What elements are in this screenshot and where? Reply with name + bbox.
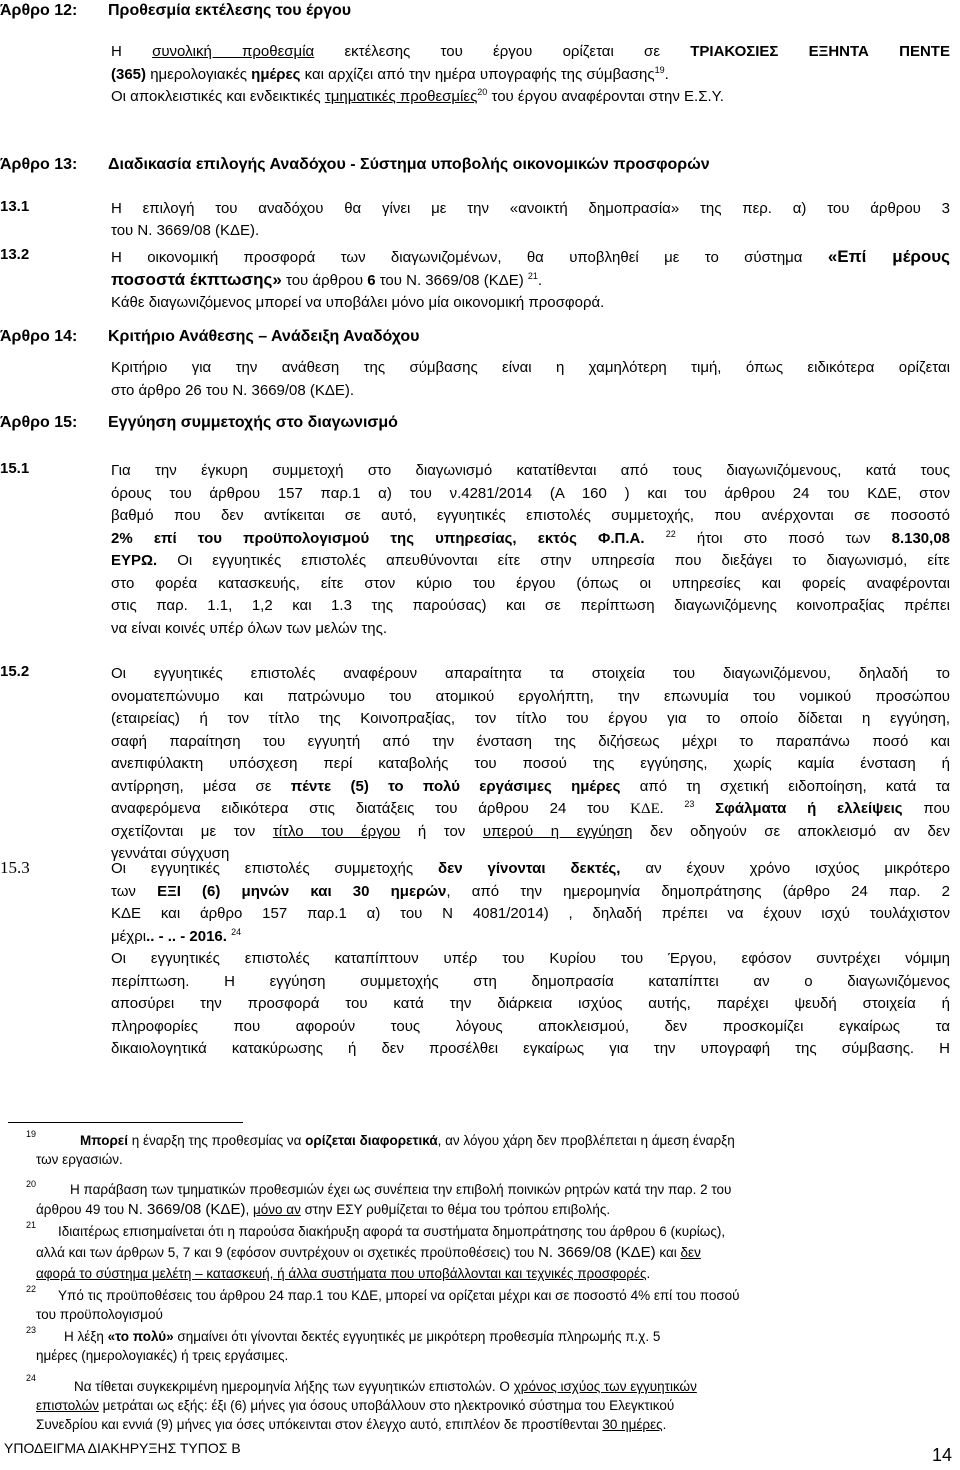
paragraph-15-3: Οι εγγυητικές επιστολές συμμετοχής δεν γίνονται δεκτές, αν έχουν χρόνο ισχύος μικρότερο των ΕΞΙ (6) μηνών και 30 ημερών, από την ημερομηνία δημοπράτησης (άρθρο 24 παρ. 2 ΚΔΕ και άρθρο 157 παρ.1 α) του Ν 4081/2014) , δηλαδή πρέπει να έχουν ισχύ τουλάχιστον μέχρι.. - .. - 2016. $^{24}$ Οι εγγυητικές επιστολές καταπίπτουν υπέρ του Κυρίου του Έργου, εφόσον συντρέχει νόμιμη περίπτωση. Η εγγύηση συμμετοχής στη δημοπρασία καταπίπτει αν ο διαγωνιζόμενος αποσύρει την προσφορά του κατά την διάρκεια ισχύος αυτής, παρέχει ψευδή στοιχεία ή πληροφορίες που αφορούν τους λόγους αποκλεισμού, δεν προσκομίζει εγκαίρως τα δικαιολογητικά κατακύρωσης ή δεν προσέλθει εγκαίρως για την υπογραφή της σύμβασης. Η	[111, 860, 950, 1057]
paragraph-13-2: Η οικονομική προσφορά των διαγωνιζομένων, θα υποβληθεί με το σύστημα «Επί μέρους ποσοστά έκπτωσης» του άρθρου 6 του Ν. 3669/08 (ΚΔΕ) $^{21}$. Κάθε διαγωνιζόμενος μπορεί να υποβάλει μόνο μία οικονομική προσφορά.	[111, 247, 950, 311]
paragraph-number: 15.2	[0, 663, 30, 680]
paragraph-number: 13.1	[0, 198, 30, 215]
footnote-22: 22 Υπό τις προϋποθέσεις του άρθρου 24 παρ.1 του ΚΔΕ, μπορεί να ορίζεται μέχρι και σε ποσοστό 4% επί του ποσού του προϋπολογισμού	[26, 1284, 740, 1322]
article-12-heading: Άρθρο 12: Προθεσμία εκτέλεσης του έργου	[0, 2, 352, 19]
page-number: 14	[931, 1445, 952, 1465]
paragraph-15-2: Οι εγγυητικές επιστολές αναφέρουν απαραίτητα τα στοιχεία του διαγωνιζόμενου, δηλαδή το ονοματεπώνυμο και πατρώνυμο του ατομικού εργολήπτη, την επωνυμία του νομικού προσώπου (εταιρείας) ή τον τίτλο της Κοινοπραξίας, τον τίτλο του έργου για το οποίο δίδεται η εγγύηση, σαφή παραίτηση του εγγυητή από την ένσταση της διζήσεως μέχρι το παραπάνω ποσό και ανεπιφύλακτη υπόσχεση περί καταβολής του ποσού της εγγύησης, χωρίς καμία ένσταση ή αντίρρηση, μέσα σε πέντε (5) το πολύ εργάσιμες ημέρες από τη σχετική ειδοποίηση, κατά τα αναφερόμενα ειδικότερα στις διατάξεις του άρθρου 24 του ΚΔΕ. $^{23}$ Σφάλματα ή ελλείψεις που σχετίζονται με τον τίτλο του έργου ή τον υπερού η εγγύηση δεν οδηγούν σε αποκλεισμό αν δεν γεννάται σύγχυση	[111, 665, 951, 862]
footnote-20: 20 Η παράβαση των τμηματικών προθεσμιών έχει ως συνέπεια την επιβολή ποινικών ρητρών κατά την παρ. 2 του άρθρου 49 του Ν. 3669/08 (ΚΔΕ), μόνο αν στην ΕΣΥ ρυθμίζεται το θέμα του τρόπου επιβολής.	[26, 1179, 732, 1218]
footnote-21: 21 Ιδιαιτέρως επισημαίνεται ότι η παρούσα διακήρυξη αφορά τα συστήματα δημοπράτησης του άρθρου 6 (κυρίως), αλλά και των άρθρων 5, 7 και 9 (εφόσον συντρέχουν οι σχετικές προϋποθέσεις) του Ν. 3669/08 (ΚΔΕ) και δεν αφορά το σύστημα μελέτη – κατασκευή, ή άλλα συστήματα που υποβάλλονται και τεχνικές προσφορές.	[26, 1220, 726, 1281]
paragraph-15-1: Για την έγκυρη συμμετοχή στο διαγωνισμό κατατίθενται από τους διαγωνιζόμενους, κατά τους όρους του άρθρου 157 παρ.1 α) του ν.4281/2014 (Α 160 ) και του άρθρου 24 του ΚΔΕ, στον βαθμό που δεν αντίκειται σε αυτό, εγγυητικές επιστολές συμμετοχής, που ανέρχονται σε ποσοστό 2% επί του προϋπολογισμού της υπηρεσίας, εκτός Φ.Π.Α. $^{22}$ ήτοι στο ποσό των 8.130,08 ΕΥΡΩ. Οι εγγυητικές επιστολές απευθύνονται είτε στην υπηρεσία που διεξάγει το διαγωνισμό, είτε στο φορέα κατασκευής, είτε στον κύριο του έργου (όπως οι υπηρεσίες και φορείς αναφέρονται στις παρ. 1.1, 1,2 και 1.3 της παρούσας) και σε περίπτωση διαγωνιζόμενης κοινοπραξίας πρέπει να είναι κοινές υπέρ όλων των μελών της.	[111, 462, 950, 637]
footnote-19: 19 Μπορεί η έναρξη της προθεσμίας να ορίζεται διαφορετικά, αν λόγου χάρη δεν προβλέπεται η άμεση έναρξη των εργασιών.	[26, 1129, 735, 1167]
paragraph-13-1: Η επιλογή του αναδόχου θα γίνει με την «ανοικτή δημοπρασία» της περ. α) του άρθρου 3 του Ν. 3669/08 (ΚΔΕ).	[111, 200, 950, 239]
article-13-heading: Άρθρο 13: Διαδικασία επιλογής Αναδόχου - Σύστημα υποβολής οικονομικών προσφορών	[0, 156, 710, 173]
article-12-paragraph: Η συνολική προθεσμία εκτέλεσης του έργου ορίζεται σε ΤΡΙΑΚΟΣΙΕΣ ΕΞΗΝΤΑ ΠΕΝΤΕ (365) ημερολογιακές ημέρες και αρχίζει από την ημέρα υπογραφής της σύμβασης$^{19}$. Οι αποκλειστικές και ενδεικτικές τμηματικές προθεσμίες$^{20}$ του έργου αναφέρονται στην Ε.Σ.Υ.	[111, 43, 950, 105]
footnote-23: 23 Η λέξη «το πολύ» σημαίνει ότι γίνονται δεκτές εγγυητικές με μικρότερη προθεσμία πληρωμής π.χ. 5 ημέρες (ημερολογιακές) ή τρεις εργάσιμες.	[26, 1325, 661, 1363]
article-14-heading: Άρθρο 14: Κριτήριο Ανάθεσης – Ανάδειξη Αναδόχου	[0, 328, 420, 345]
paragraph-number: 15.3	[0, 858, 30, 877]
paragraph-number: 13.2	[0, 246, 30, 263]
footnote-24: 24 Να τίθεται συγκεκριμένη ημερομηνία λήξης των εγγυητικών επιστολών. Ο χρόνος ισχύος των εγγυητικών επιστολών μετράται ως εξής: έξι (6) μήνες για όσους υποβάλλουν στο ηλεκτρονικό σύστημα του Ελεγκτικού Συνεδρίου και εννιά (9) μήνες για όσες υπόκεινται στον έλεγχο αυτό, επιπλέον δε προστίθενται 30 ημέρες.	[26, 1373, 697, 1432]
article-15-heading: Άρθρο 15: Εγγύηση συμμετοχής στο διαγωνισμό	[0, 414, 398, 431]
paragraph-number: 15.1	[0, 460, 30, 477]
footnote-separator	[8, 1122, 243, 1123]
article-14-paragraph: Κριτήριο για την ανάθεση της σύμβασης είναι η χαμηλότερη τιμή, όπως ειδικότερα ορίζεται στο άρθρο 26 του Ν. 3669/08 (ΚΔΕ).	[111, 359, 950, 399]
document-footer-title: ΥΠΟΔΕΙΓΜΑ ΔΙΑΚΗΡΥΞΗΣ ΤΥΠΟΣ Β	[4, 1440, 241, 1456]
